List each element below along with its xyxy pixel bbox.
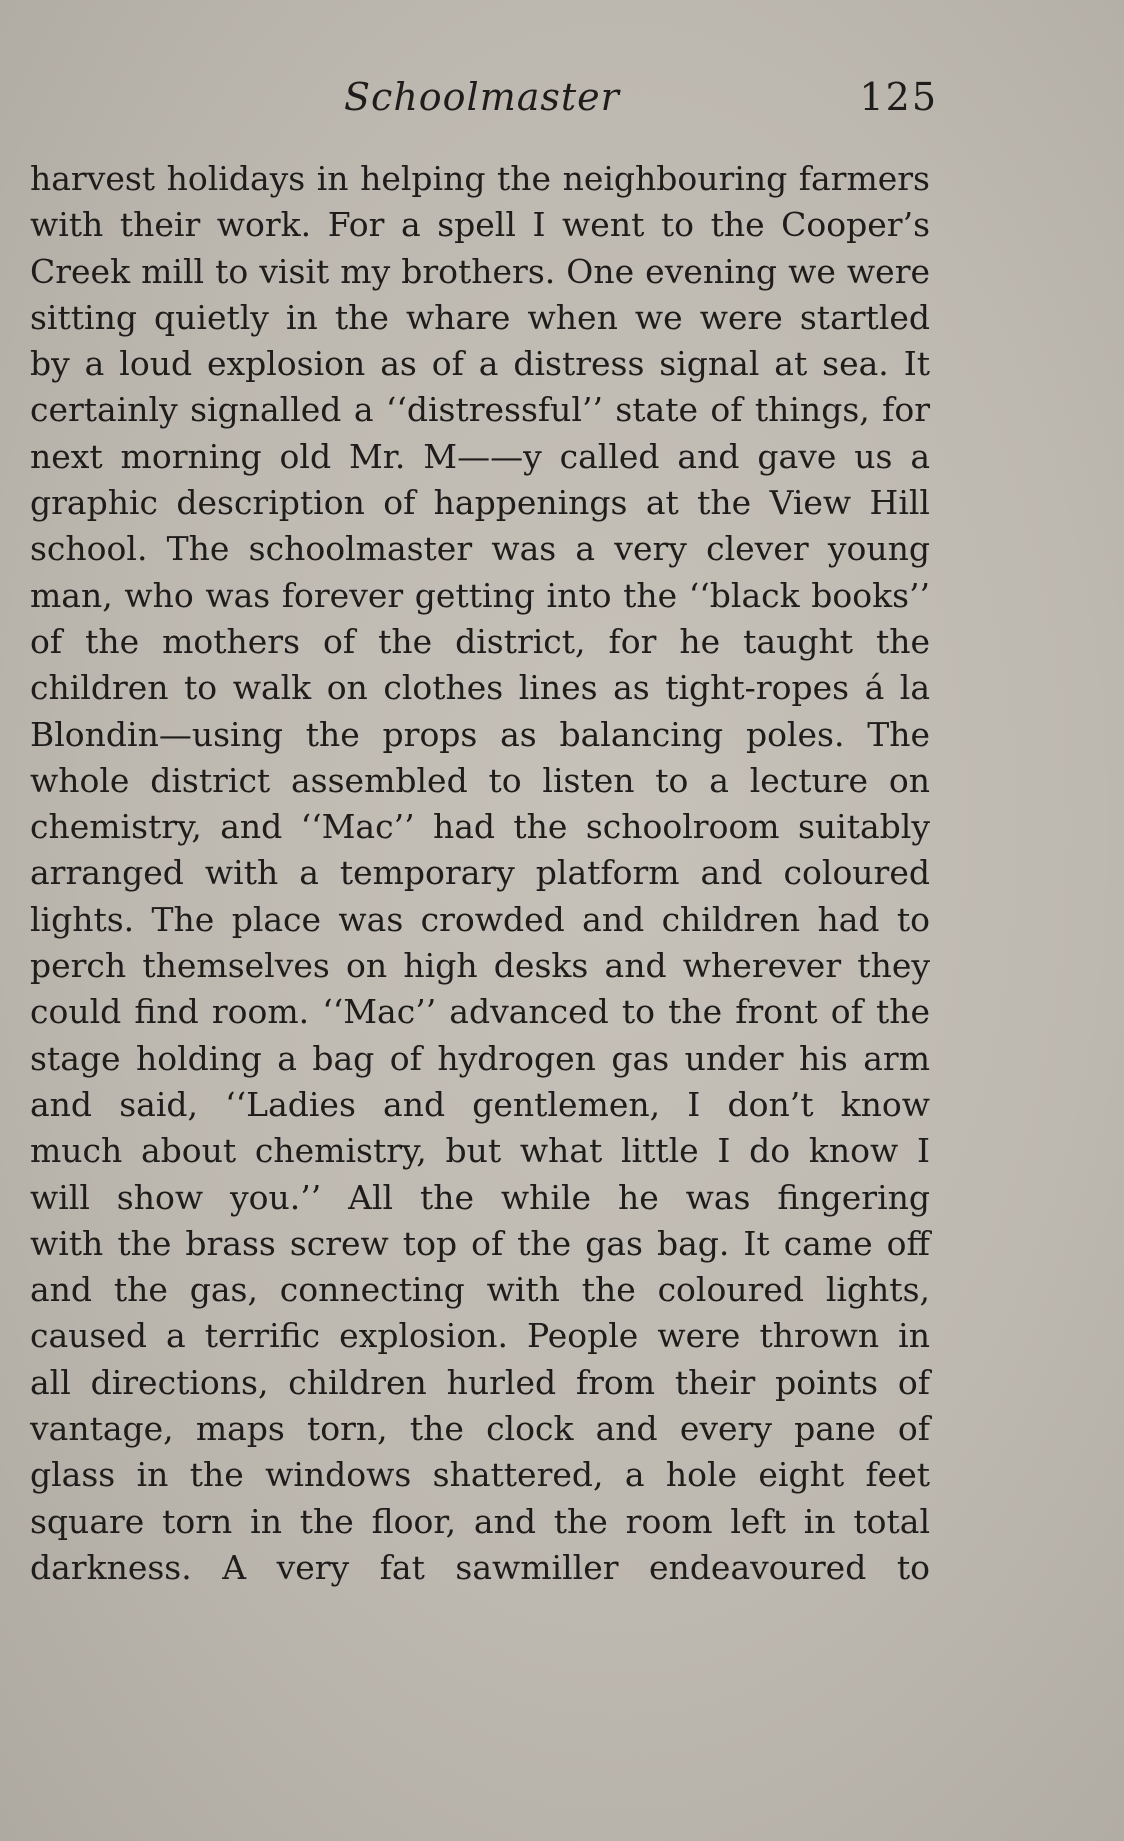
text-line: of the mothers of the district, for he taught the [30, 621, 930, 661]
text-line: with the brass screw top of the gas bag. It came off [30, 1223, 930, 1263]
body-text [30, 156, 930, 1591]
running-head [30, 70, 938, 130]
text-line: man, who was forever getting into the ‘‘black books’’ [30, 575, 930, 615]
text-line: much about chemistry, but what little I do know I [30, 1131, 930, 1171]
text-line: by a loud explosion as of a distress signal at sea. It [30, 344, 930, 384]
page-number: 125 [859, 75, 938, 119]
text-line: children to walk on clothes lines as tight-ropes á la [30, 668, 930, 708]
text-line: stage holding a bag of hydrogen gas under his arm [30, 1038, 930, 1078]
text-line: all directions, children hurled from their points of [30, 1362, 930, 1402]
text-line: glass in the windows shattered, a hole eight feet [30, 1455, 930, 1495]
text-line: darkness. A very fat sawmiller endeavoured to [30, 1547, 930, 1587]
text-line: caused a terrific explosion. People were thrown in [30, 1316, 930, 1356]
text-line: whole district assembled to listen to a lecture on [30, 760, 930, 800]
text-line: could find room. ‘‘Mac’’ advanced to the front of the [30, 992, 930, 1032]
text-line: vantage, maps torn, the clock and every pane of [30, 1409, 930, 1449]
text-line: graphic description of happenings at the View Hill [30, 483, 930, 523]
text-line: and the gas, connecting with the coloured lights, [30, 1270, 930, 1310]
text-line: sitting quietly in the whare when we were startled [30, 297, 930, 337]
text-line: Blondin—using the props as balancing poles. The [30, 714, 930, 754]
text-line: chemistry, and ‘‘Mac’’ had the schoolroom suitably [30, 807, 930, 847]
text-line: certainly signalled a ‘‘distressful’’ state of things, for [30, 390, 930, 430]
text-line: arranged with a temporary platform and coloured [30, 853, 930, 893]
text-line: square torn in the floor, and the room left in total [30, 1501, 930, 1541]
text-line: Creek mill to visit my brothers. One evening we were [30, 251, 930, 291]
text-line: next morning old Mr. M——y called and gave us a [30, 436, 930, 476]
text-line: perch themselves on high desks and wherever they [30, 946, 930, 986]
text-line: will show you.’’ All the while he was fingering [30, 1177, 930, 1217]
text-line: school. The schoolmaster was a very clever young [30, 529, 930, 569]
text-line: with their work. For a spell I went to the Cooper’s [30, 205, 930, 245]
text-line: harvest holidays in helping the neighbouring farmers [30, 159, 930, 198]
text-line: lights. The place was crowded and children had to [30, 899, 930, 939]
book-page [30, 70, 938, 1630]
running-head-title: Schoolmaster [344, 75, 620, 119]
text-line: and said, ‘‘Ladies and gentlemen, I don’t know [30, 1084, 930, 1124]
